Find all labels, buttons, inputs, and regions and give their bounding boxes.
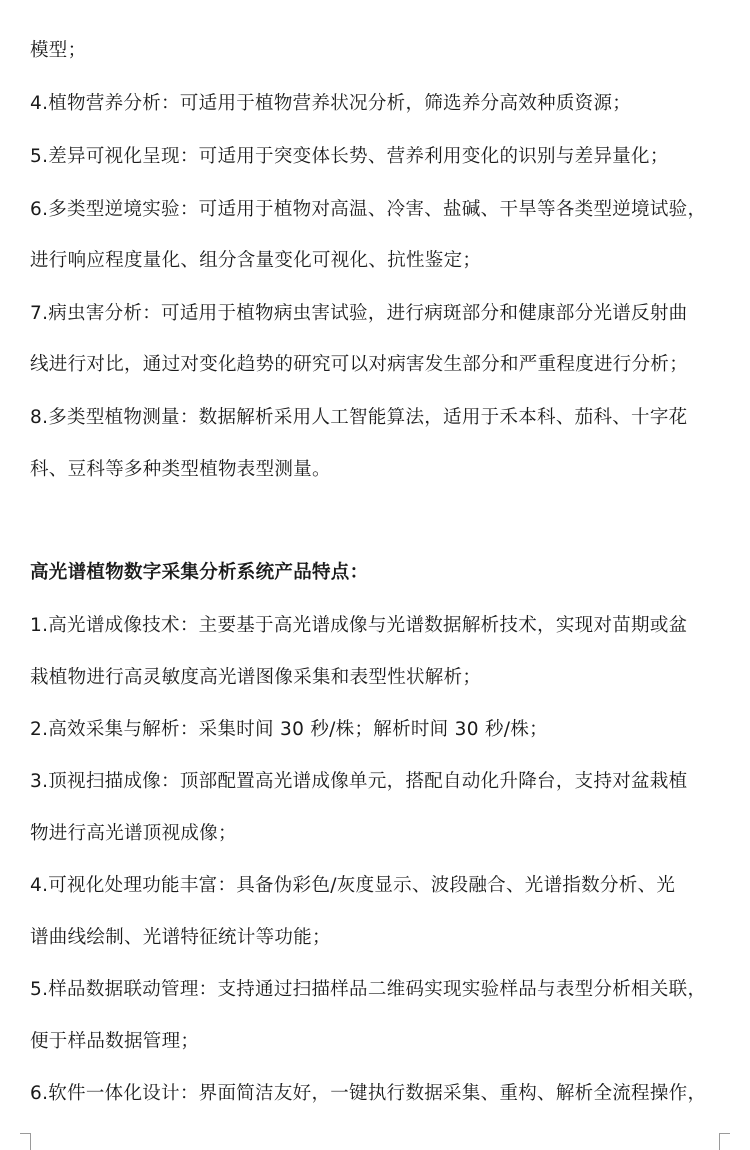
text-line: 8.多类型植物测量：数据解析采用人工智能算法，适用于禾本科、茄科、十字花 xyxy=(30,407,688,428)
text-line: 7.病虫害分析：可适用于植物病虫害试验，进行病斑部分和健康部分光谱反射曲 xyxy=(30,303,688,324)
text-line: 5.差异可视化呈现：可适用于突变体长势、营养利用变化的识别与差异量化； xyxy=(30,146,669,167)
page-corner-mark-left xyxy=(20,1133,31,1150)
text-line: 2.高效采集与解析：采集时间 30 秒/株；解析时间 30 秒/株； xyxy=(30,719,548,740)
text-line: 便于样品数据管理； xyxy=(30,1031,200,1052)
text-line: 4.可视化处理功能丰富：具备伪彩色/灰度显示、波段融合、光谱指数分析、光 xyxy=(30,875,676,896)
text-line: 6.多类型逆境实验：可适用于植物对高温、冷害、盐碱、干旱等各类型逆境试验， xyxy=(30,199,707,220)
text-line: 6.软件一体化设计：界面简洁友好，一键执行数据采集、重构、解析全流程操作， xyxy=(30,1083,707,1104)
text-line: 1.高光谱成像技术：主要基于高光谱成像与光谱数据解析技术，实现对苗期或盆 xyxy=(30,615,688,636)
text-line: 谱曲线绘制、光谱特征统计等功能； xyxy=(30,927,331,948)
text-line: 线进行对比，通过对变化趋势的研究可以对病害发生部分和严重程度进行分析； xyxy=(30,354,689,375)
text-line: 模型； xyxy=(30,40,87,61)
text-line: 科、豆科等多种类型植物表型测量。 xyxy=(30,459,331,480)
section-heading: 高光谱植物数字采集分析系统产品特点： xyxy=(30,562,369,583)
text-line: 4.植物营养分析：可适用于植物营养状况分析，筛选养分高效种质资源； xyxy=(30,93,632,114)
text-line: 5.样品数据联动管理：支持通过扫描样品二维码实现实验样品与表型分析相关联， xyxy=(30,979,707,1000)
text-line: 进行响应程度量化、组分含量变化可视化、抗性鉴定； xyxy=(30,250,482,271)
text-line: 栽植物进行高灵敏度高光谱图像采集和表型性状解析； xyxy=(30,667,482,688)
text-line: 物进行高光谱顶视成像； xyxy=(30,823,237,844)
text-line: 3.顶视扫描成像：顶部配置高光谱成像单元，搭配自动化升降台，支持对盆栽植 xyxy=(30,771,688,792)
page-corner-mark-right xyxy=(719,1133,730,1150)
